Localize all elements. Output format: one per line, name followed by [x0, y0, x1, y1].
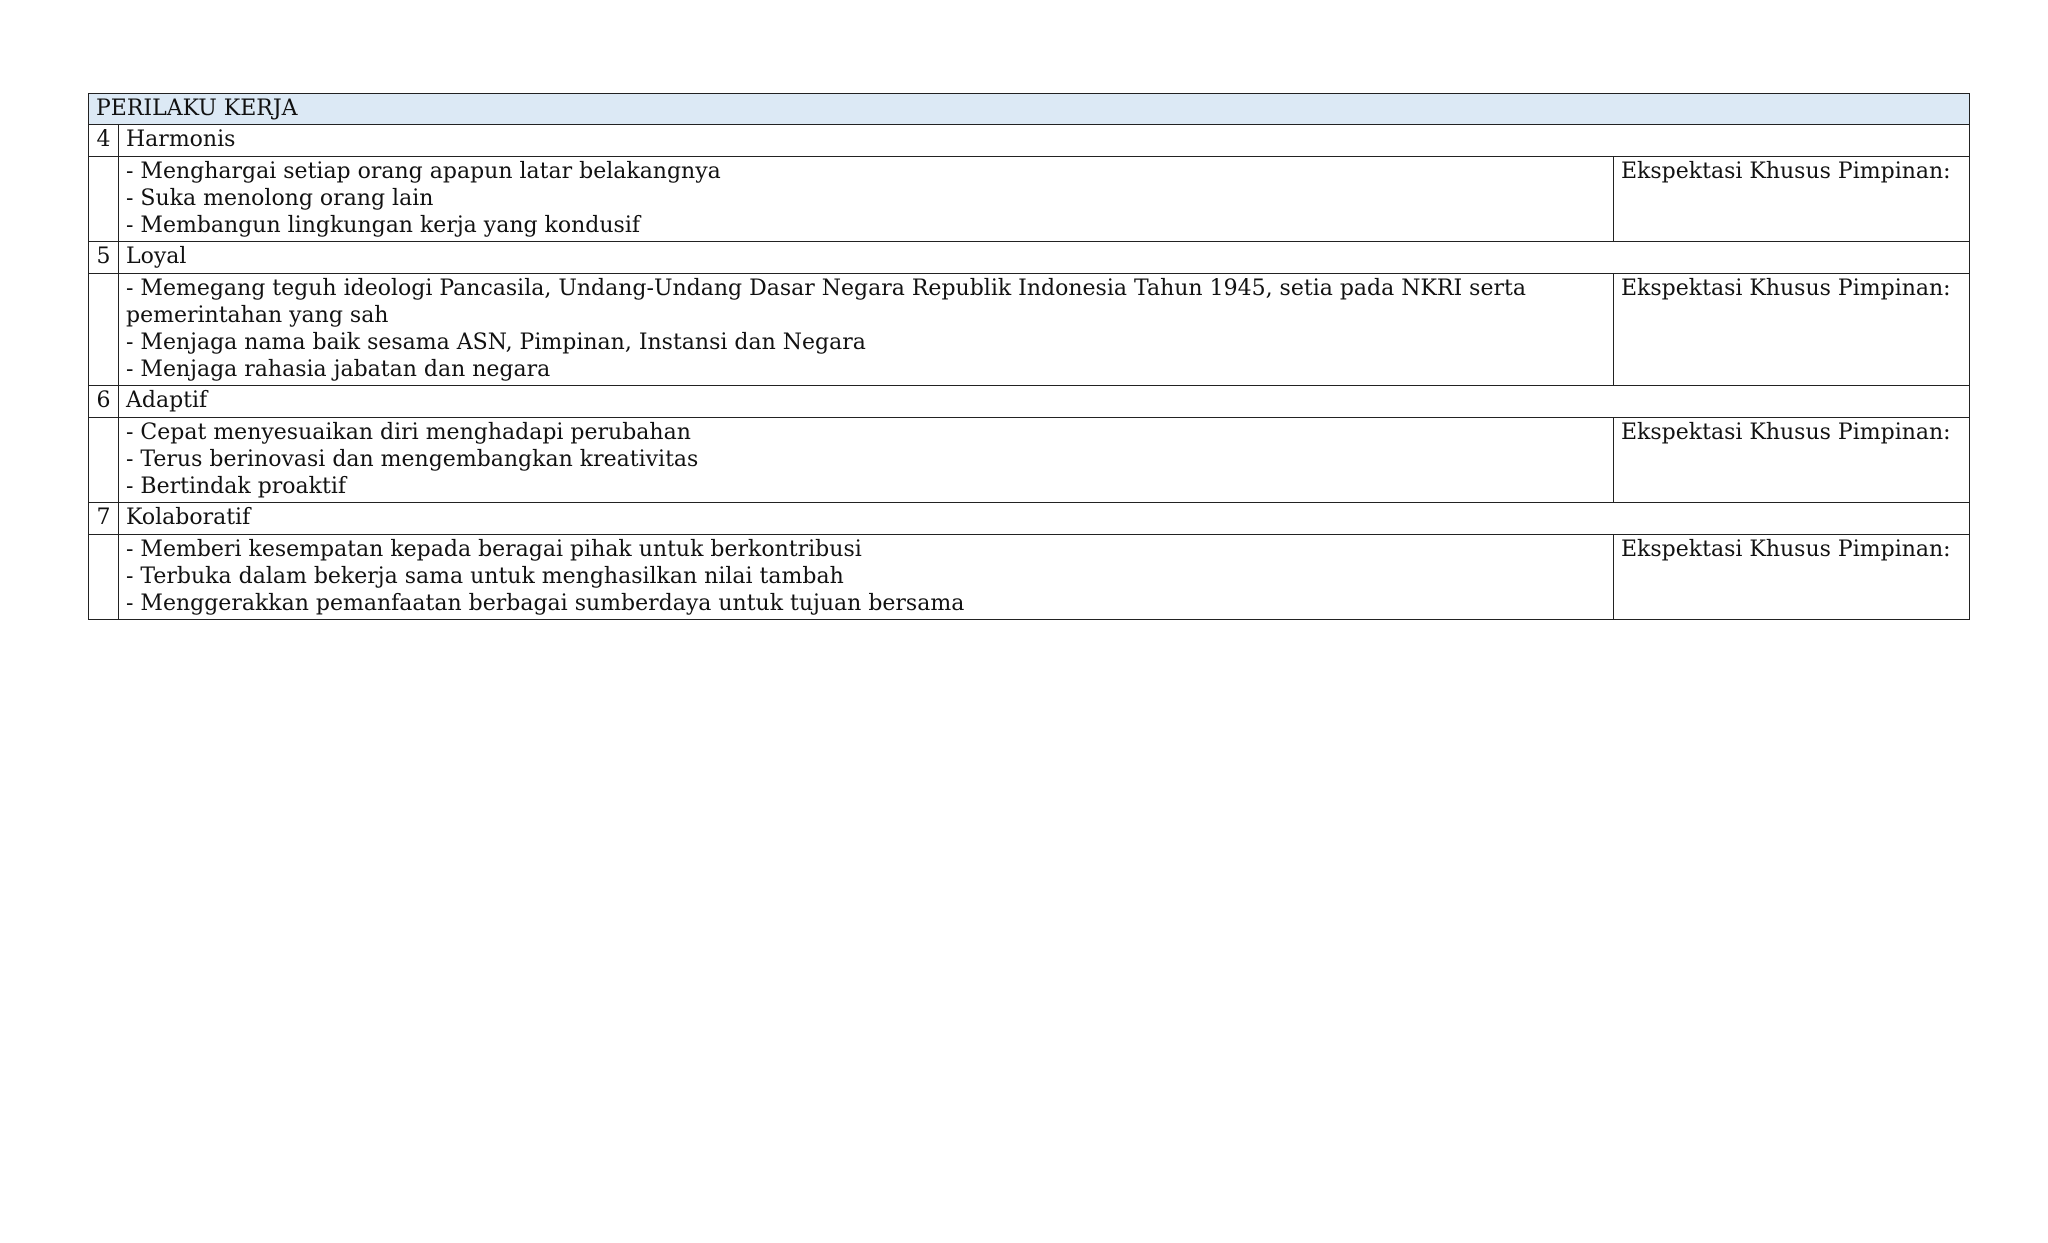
behavior-line: - Terus berinovasi dan mengembangkan kreativitas	[126, 447, 699, 472]
behavior-line: - Menghargai setiap orang apapun latar belakangnya	[126, 159, 721, 184]
item-number: 5	[89, 242, 119, 274]
behavior-line: - Cepat menyesuaikan diri menghadapi perubahan	[126, 420, 691, 445]
item-description	[119, 274, 1614, 386]
expectation-cell: Ekspektasi Khusus Pimpinan:	[1614, 535, 1970, 620]
item-number: 4	[89, 125, 119, 157]
expectation-cell: Ekspektasi Khusus Pimpinan:	[1614, 418, 1970, 503]
item-title: Kolaboratif	[119, 503, 1970, 535]
section-header-row	[89, 94, 1970, 125]
item-title-row	[89, 125, 1970, 157]
section-header: PERILAKU KERJA	[89, 94, 1970, 125]
behavior-line: - Membangun lingkungan kerja yang kondusif	[126, 213, 641, 238]
item-number: 7	[89, 503, 119, 535]
item-detail-row	[89, 418, 1970, 503]
item-detail-row	[89, 157, 1970, 242]
item-number-spacer	[89, 535, 119, 620]
item-title-row	[89, 503, 1970, 535]
behavior-line: - Memegang teguh ideologi Pancasila, Undang-Undang Dasar Negara Republik Indonesia Tahun 1945, setia pada NKRI serta pemerintahan yang sah	[126, 276, 1526, 328]
item-number: 6	[89, 386, 119, 418]
behavior-line: - Memberi kesempatan kepada beragai pihak untuk berkontribusi	[126, 537, 862, 562]
behavior-line: - Menjaga nama baik sesama ASN, Pimpinan, Instansi dan Negara	[126, 330, 866, 355]
expectation-cell: Ekspektasi Khusus Pimpinan:	[1614, 274, 1970, 386]
item-description	[119, 157, 1614, 242]
behavior-line: - Menjaga rahasia jabatan dan negara	[126, 357, 551, 382]
behavior-line: - Menggerakkan pemanfaatan berbagai sumberdaya untuk tujuan bersama	[126, 591, 965, 616]
expectation-cell: Ekspektasi Khusus Pimpinan:	[1614, 157, 1970, 242]
item-detail-row	[89, 274, 1970, 386]
item-title-row	[89, 386, 1970, 418]
item-title: Harmonis	[119, 125, 1970, 157]
item-description	[119, 418, 1614, 503]
perilaku-kerja-table	[88, 93, 1970, 620]
item-number-spacer	[89, 274, 119, 386]
item-title-row	[89, 242, 1970, 274]
behavior-line: - Terbuka dalam bekerja sama untuk menghasilkan nilai tambah	[126, 564, 844, 589]
item-number-spacer	[89, 418, 119, 503]
item-title: Loyal	[119, 242, 1970, 274]
item-title: Adaptif	[119, 386, 1970, 418]
behavior-line: - Bertindak proaktif	[126, 474, 347, 499]
item-detail-row	[89, 535, 1970, 620]
behavior-line: - Suka menolong orang lain	[126, 186, 434, 211]
item-description	[119, 535, 1614, 620]
item-number-spacer	[89, 157, 119, 242]
